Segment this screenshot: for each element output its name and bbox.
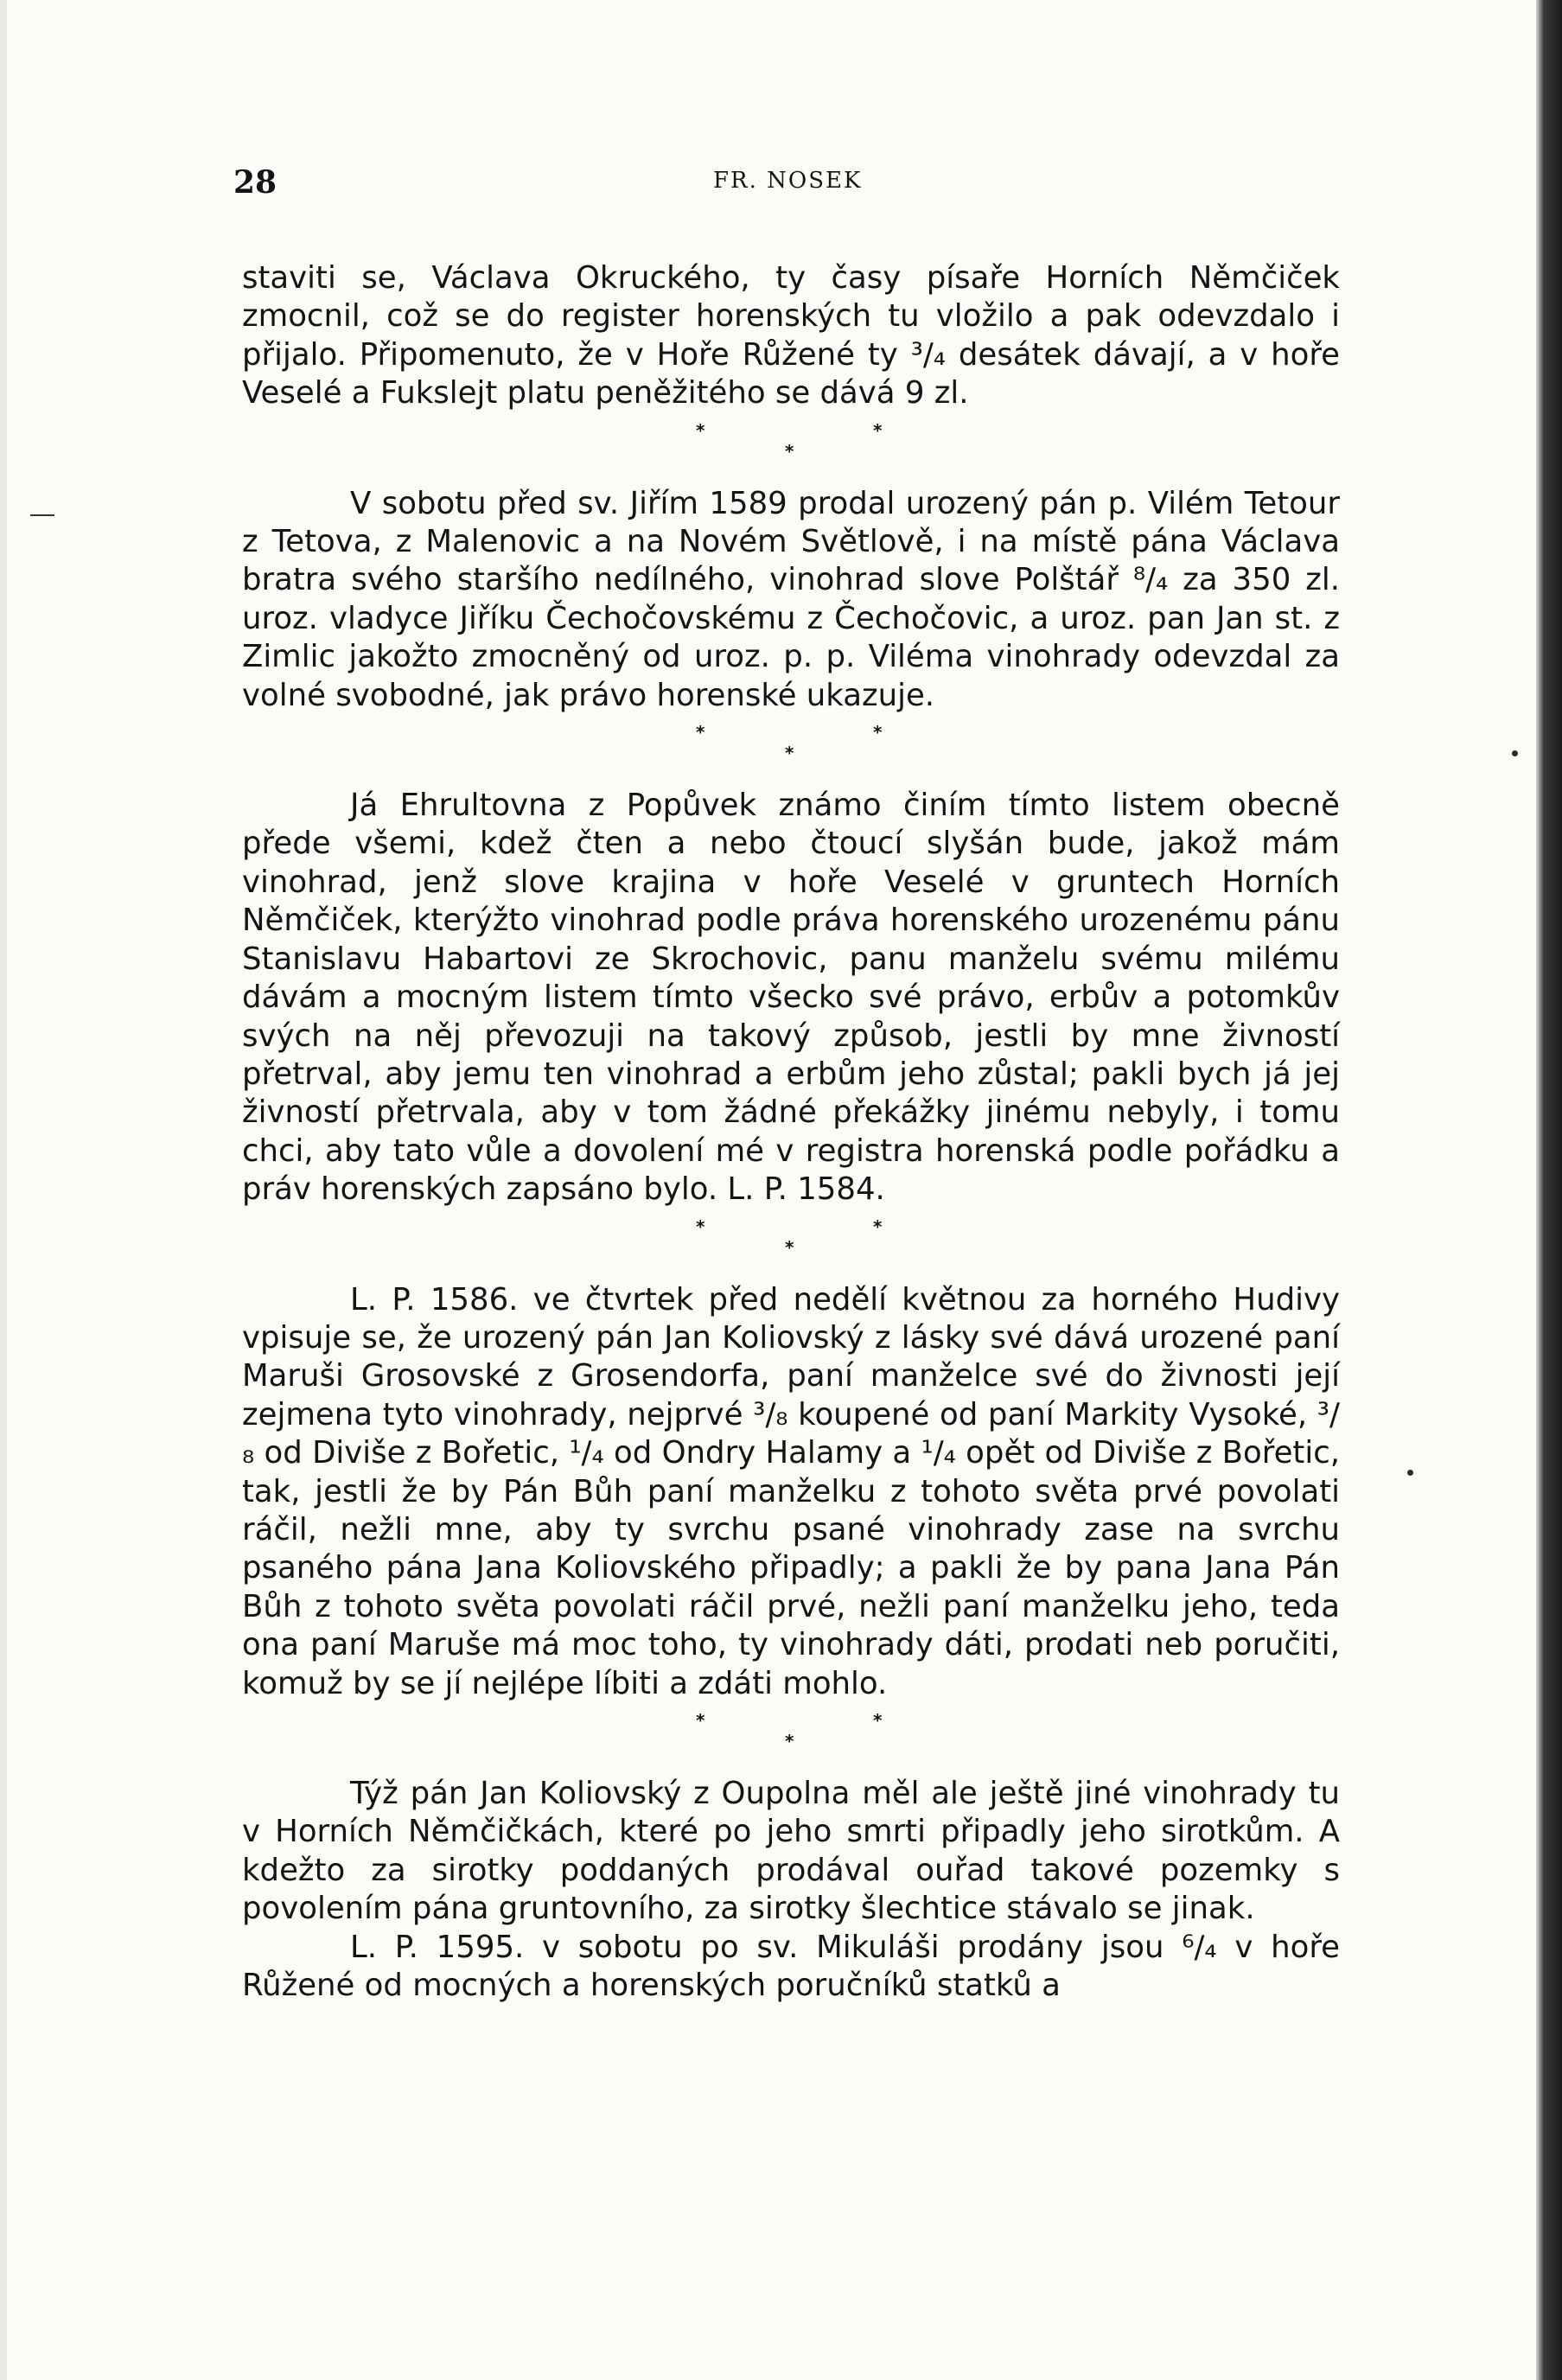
paragraph-5: Týž pán Jan Koliovský z Oupolna měl ale ještě jiné vinohrady tu v Horních Němčičkách, které po jeho smrti připadly jeho sirotkům. A kdežto za sirotky poddaných prodával ouřad takové pozemky s povolením pána gruntovního, za sirotky šlechtice stávalo se jinak. — [242, 1776, 1340, 1927]
running-head: FR. NOSEK — [713, 168, 863, 194]
separator-star: * — [873, 722, 883, 743]
separator-star: * — [785, 440, 794, 462]
speck-mark — [1512, 750, 1518, 756]
section-separator — [242, 1703, 1340, 1775]
body-text — [242, 259, 1340, 2005]
margin-mark — [30, 514, 54, 516]
page-right-edge-shadow — [1536, 0, 1562, 2380]
paragraph-3: Já Ehrultovna z Popůvek známo činím tímto listem obecně přede všemi, kdež čten a nebo čtoucí slyšán bude, jakož mám vinohrad, jenž slove krajina v hoře Veselé v gruntech Horních Němčiček, kterýžto vinohrad podle práva horenského urozenému pánu Stanislavu Habartovi ze Skrochovic, panu manželu svému milému dávám a mocným listem tímto všecko své právo, erbův a potomkův svých na něj převozuji na takový způsob, jestli by mne živností přetrval, aby jemu ten vinohrad a erbům jeho zůstal; pakli bych já jej živností přetrvala, aby v tom žádné překážky jinému nebyly, i tomu chci, aby tato vůle a dovolení mé v registra horenská podle pořádku a práv horenských zapsáno bylo. L. P. 1584. — [242, 788, 1340, 1208]
separator-star: * — [785, 743, 794, 764]
section-separator — [242, 413, 1340, 485]
speck-mark — [1407, 1470, 1413, 1476]
section-separator — [242, 715, 1340, 787]
separator-star: * — [873, 1216, 883, 1237]
separator-star: * — [696, 722, 705, 743]
paragraph-4: L. P. 1586. ve čtvrtek před nedělí květnou za horného Hudivy vpisuje se, že urozený pán Jan Koliovský z lásky své dává urozené paní Maruši Grosovské z Grosendorfa, paní manželce své do živnosti její zejmena tyto vinohrady, nejprvé ³/₈ koupené od paní Markity Vysoké, ³/₈ od Diviše z Bořetic, ¹/₄ od Ondry Halamy a ¹/₄ opět od Diviše z Bořetic, tak, jestli že by Pán Bůh paní manželku z tohoto světa prvé povolati ráčil, nežli mne, aby ty svrchu psané vinohrady zase na svrchu psaného pána Jana Koliovského připadly; a pakli že by pana Jana Pán Bůh z tohoto světa povolati ráčil prvé, nežli paní manželku jeho, teda ona paní Maruše má moc toho, ty vinohrady dáti, prodati neb poručiti, komuž by se jí nejlépe líbiti a zdáti mohlo. — [242, 1281, 1340, 1701]
section-separator — [242, 1209, 1340, 1281]
separator-star: * — [785, 1731, 794, 1752]
separator-star: * — [696, 419, 705, 441]
separator-star: * — [785, 1236, 794, 1258]
page-left-edge — [0, 0, 7, 2380]
separator-star: * — [696, 1710, 705, 1731]
paragraph-1: staviti se, Václava Okruckého, ty časy písaře Horních Němčiček zmocnil, což se do register horenských tu vložilo a pak odevzdalo i přijalo. Připomenuto, že v Hoře Růžené ty ³/₄ desátek dávají, a v hoře Veselé a Fukslejt platu peněžitého se dává 9 zl. — [242, 260, 1340, 412]
separator-star: * — [873, 1710, 883, 1731]
separator-star: * — [696, 1216, 705, 1237]
page-number: 28 — [233, 164, 277, 201]
paragraph-2: V sobotu před sv. Jiřím 1589 prodal urozený pán p. Vilém Tetour z Tetova, z Malenovic a na Novém Světlově, i na místě pána Václava bratra svého staršího nedílného, vinohrad slove Polštář ⁸/₄ za 350 zl. uroz. vladyce Jiříku Čechočovskému z Čechočovic, a uroz. pan Jan st. z Zimlic jakožto zmocněný od uroz. p. p. Viléma vinohrady odevzdal za volné svobodné, jak právo horenské ukazuje. — [242, 485, 1340, 713]
paragraph-6: L. P. 1595. v sobotu po sv. Mikuláši prodány jsou ⁶/₄ v hoře Růžené od mocných a horenských poručníků statků a — [242, 1929, 1340, 2004]
separator-star: * — [873, 419, 883, 441]
page-header — [233, 164, 1340, 207]
